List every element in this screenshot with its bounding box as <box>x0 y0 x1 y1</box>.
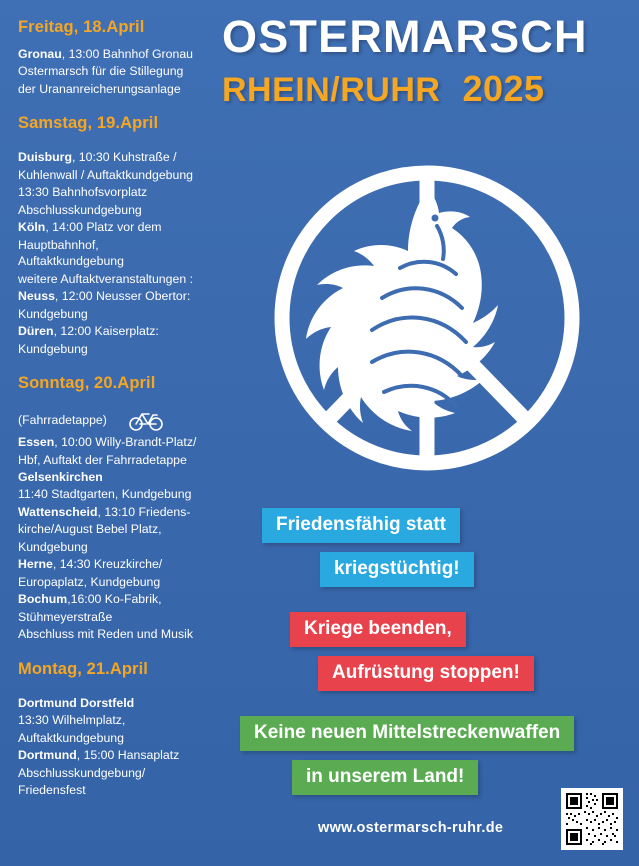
schedule-entry: Europaplatz, Kundgebung <box>18 574 161 589</box>
slogan-banner: Keine neuen Mittelstreckenwaffen <box>240 716 574 751</box>
schedule-entry: Auftaktkundgebung <box>18 730 124 745</box>
entry-text: ,16:00 Ko-Fabrik, <box>67 592 162 607</box>
entry-place: Dortmund Dorstfeld <box>18 695 135 710</box>
schedule-entry <box>18 434 202 450</box>
schedule-entry: Abschlusskundgebung/ <box>18 765 146 780</box>
website-url[interactable]: www.ostermarsch-ruhr.de <box>318 820 504 836</box>
schedule-entry <box>18 556 202 572</box>
bike-stage-label: (Fahrradetappe) <box>18 412 107 427</box>
schedule-entry: Kundgebung <box>18 341 88 356</box>
slogan-banners <box>252 508 632 798</box>
schedule-entry: Kundgebung <box>18 306 88 321</box>
schedule-entry: Abschlusskundgebung <box>18 202 142 217</box>
slogan-banner: kriegstüchtig! <box>320 552 474 587</box>
schedule-entry: Stühmeyerstraße <box>18 609 113 624</box>
day-heading: Sonntag, 20.April <box>18 374 156 393</box>
schedule-entry <box>18 591 202 607</box>
schedule-day-sonntag <box>18 374 202 643</box>
bicycle-icon <box>129 409 163 431</box>
day-heading: Montag, 21.April <box>18 659 148 678</box>
schedule-column <box>0 0 212 866</box>
entry-place: Essen <box>18 435 55 450</box>
slogan-banner: Kriege beenden, <box>290 612 466 647</box>
schedule-entry: 13:30 Bahnhofsvorplatz <box>18 185 148 200</box>
entry-text: , 13:10 Friedens- <box>97 504 191 519</box>
schedule-entry: Kuhlenwall / Auftaktkundgebung <box>18 167 194 182</box>
slogan-banner: Friedensfähig statt <box>262 508 460 543</box>
schedule-entry: Friedensfest <box>18 783 86 797</box>
poster-title-block <box>222 11 632 110</box>
page-year: 2025 <box>462 67 545 109</box>
entry-place: Köln <box>18 220 46 235</box>
day-heading: Freitag, 18.April <box>18 18 145 36</box>
schedule-entry: 11:40 Stadtgarten, Kundgebung <box>18 487 192 502</box>
schedule-entry <box>18 747 202 763</box>
schedule-day-freitag <box>18 18 202 97</box>
entry-place: Düren <box>18 324 54 339</box>
entry-text: , 15:00 Hansaplatz <box>76 748 180 763</box>
entry-text: , 12:00 Kaiserplatz: <box>53 324 159 339</box>
title-subline <box>222 68 632 110</box>
entry-text: , 10:00 Willy-Brandt-Platz/ <box>54 435 197 450</box>
entry-place: Dortmund <box>18 748 77 763</box>
slogan-banner: Aufrüstung stoppen! <box>318 656 534 691</box>
entry-place: Neuss <box>18 289 55 304</box>
schedule-day-samstag <box>18 114 202 357</box>
schedule-entry <box>18 288 202 304</box>
schedule-entry: Kundgebung <box>18 539 88 554</box>
day-heading: Samstag, 19.April <box>18 114 159 133</box>
schedule-entry: Abschluss mit Reden und Musik <box>18 627 193 642</box>
peace-symbol-dove-icon <box>232 140 622 500</box>
entry-place: Wattenscheid <box>18 504 98 519</box>
schedule-entry: Hauptbahnhof, Auftaktkundgebung <box>18 237 124 269</box>
entry-place: Herne <box>18 557 53 572</box>
entry-text: , 14:00 Platz vor dem <box>45 220 162 235</box>
entry-text: , 13:00 Bahnhof Gronau <box>61 47 194 61</box>
schedule-entry <box>18 46 202 62</box>
schedule-day-montag <box>18 660 202 799</box>
schedule-entry <box>18 695 202 711</box>
entry-text: , 12:00 Neusser Obertor: <box>54 289 191 304</box>
schedule-entry: der Urananreicherungsanlage <box>18 81 181 96</box>
schedule-entry <box>18 219 202 235</box>
entry-place: Gronau <box>18 47 62 61</box>
schedule-entry: weitere Auftaktveranstaltungen : <box>18 271 193 286</box>
schedule-entry <box>18 504 202 520</box>
schedule-entry: Hbf, Auftakt der Fahrradetappe <box>18 452 187 467</box>
schedule-entry: kirche/August Bebel Platz, <box>18 522 162 537</box>
entry-text: , 14:30 Kreuzkirche/ <box>52 557 163 572</box>
schedule-entry <box>18 149 202 165</box>
entry-place: Bochum <box>18 592 68 607</box>
schedule-entry: Ostermarsch für die Stillegung <box>18 64 184 79</box>
schedule-entry: 13:30 Wilhelmplatz, <box>18 713 126 728</box>
entry-place: Duisburg <box>18 150 72 165</box>
page-subtitle: RHEIN/RUHR <box>222 70 441 109</box>
schedule-entry <box>18 323 202 339</box>
slogan-banner: in unserem Land! <box>292 760 478 795</box>
page-title: OSTERMARSCH <box>222 11 588 62</box>
bike-stage-row <box>18 409 202 431</box>
schedule-entry <box>18 469 202 485</box>
entry-place: Gelsenkirchen <box>18 469 103 484</box>
entry-text: , 10:30 Kuhstraße / <box>71 150 177 165</box>
qr-code-icon[interactable] <box>561 788 623 850</box>
